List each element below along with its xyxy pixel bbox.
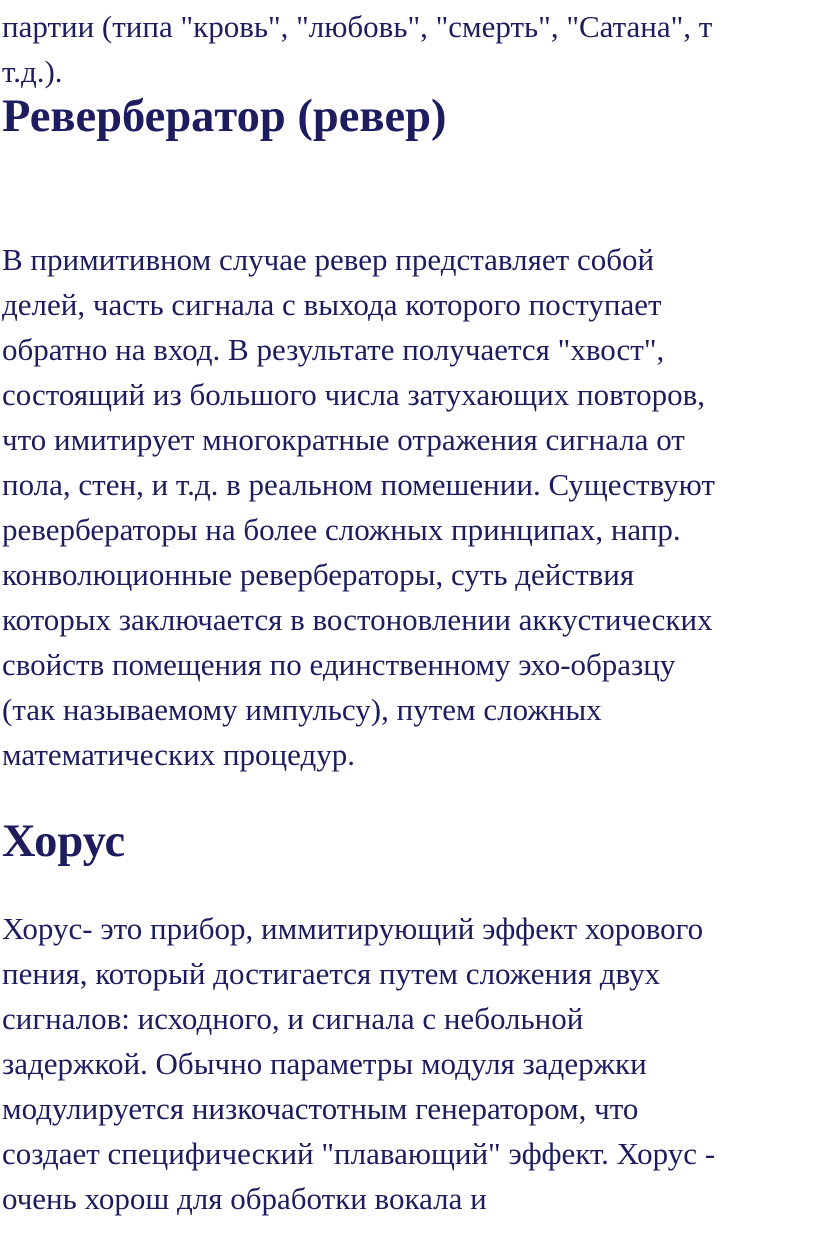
continuation-paragraph: партии (типа "кровь", "любовь", "смерть", "Сатана", т т.д.). bbox=[2, 9, 713, 89]
section-spacer bbox=[2, 864, 814, 906]
chorus-paragraph: Хорус- это прибор, иммитирующий эффект хорового пения, который достигается путем сложения двух сигналов: исходного, и сигнала с небольной задержкой. Обычно параметры модуля задержки модулируется низкочастотным генератором, что создает специфический "плавающий" эффект. Хорус - очень хорош для обработки вокала и bbox=[2, 911, 716, 1216]
reverb-heading: Реверберaтор (ревер) bbox=[2, 91, 447, 142]
reverb-paragraph: В примитивном случае ревер представляет собой делей, часть сигнала с выхода которого поступает обратно на вход. В результате получается "хвост", состоящий из большого числа затухающих повторов, что имитирует многократные отражения сигнала от пола, стен, и т.д. в реальном помешении. Существуют ревербераторы на более сложных принципах, напр. конволюционные ревербераторы, суть действия которых заключается в востоновлении аккустических свойств помещения по единственному эхо-образцу (так называемому импульсу), путем сложных математических процедур. bbox=[2, 242, 715, 772]
section-spacer bbox=[2, 139, 814, 237]
section-spacer bbox=[2, 777, 814, 819]
chorus-heading: Хорус bbox=[2, 816, 126, 867]
document-page bbox=[2, 4, 814, 1221]
